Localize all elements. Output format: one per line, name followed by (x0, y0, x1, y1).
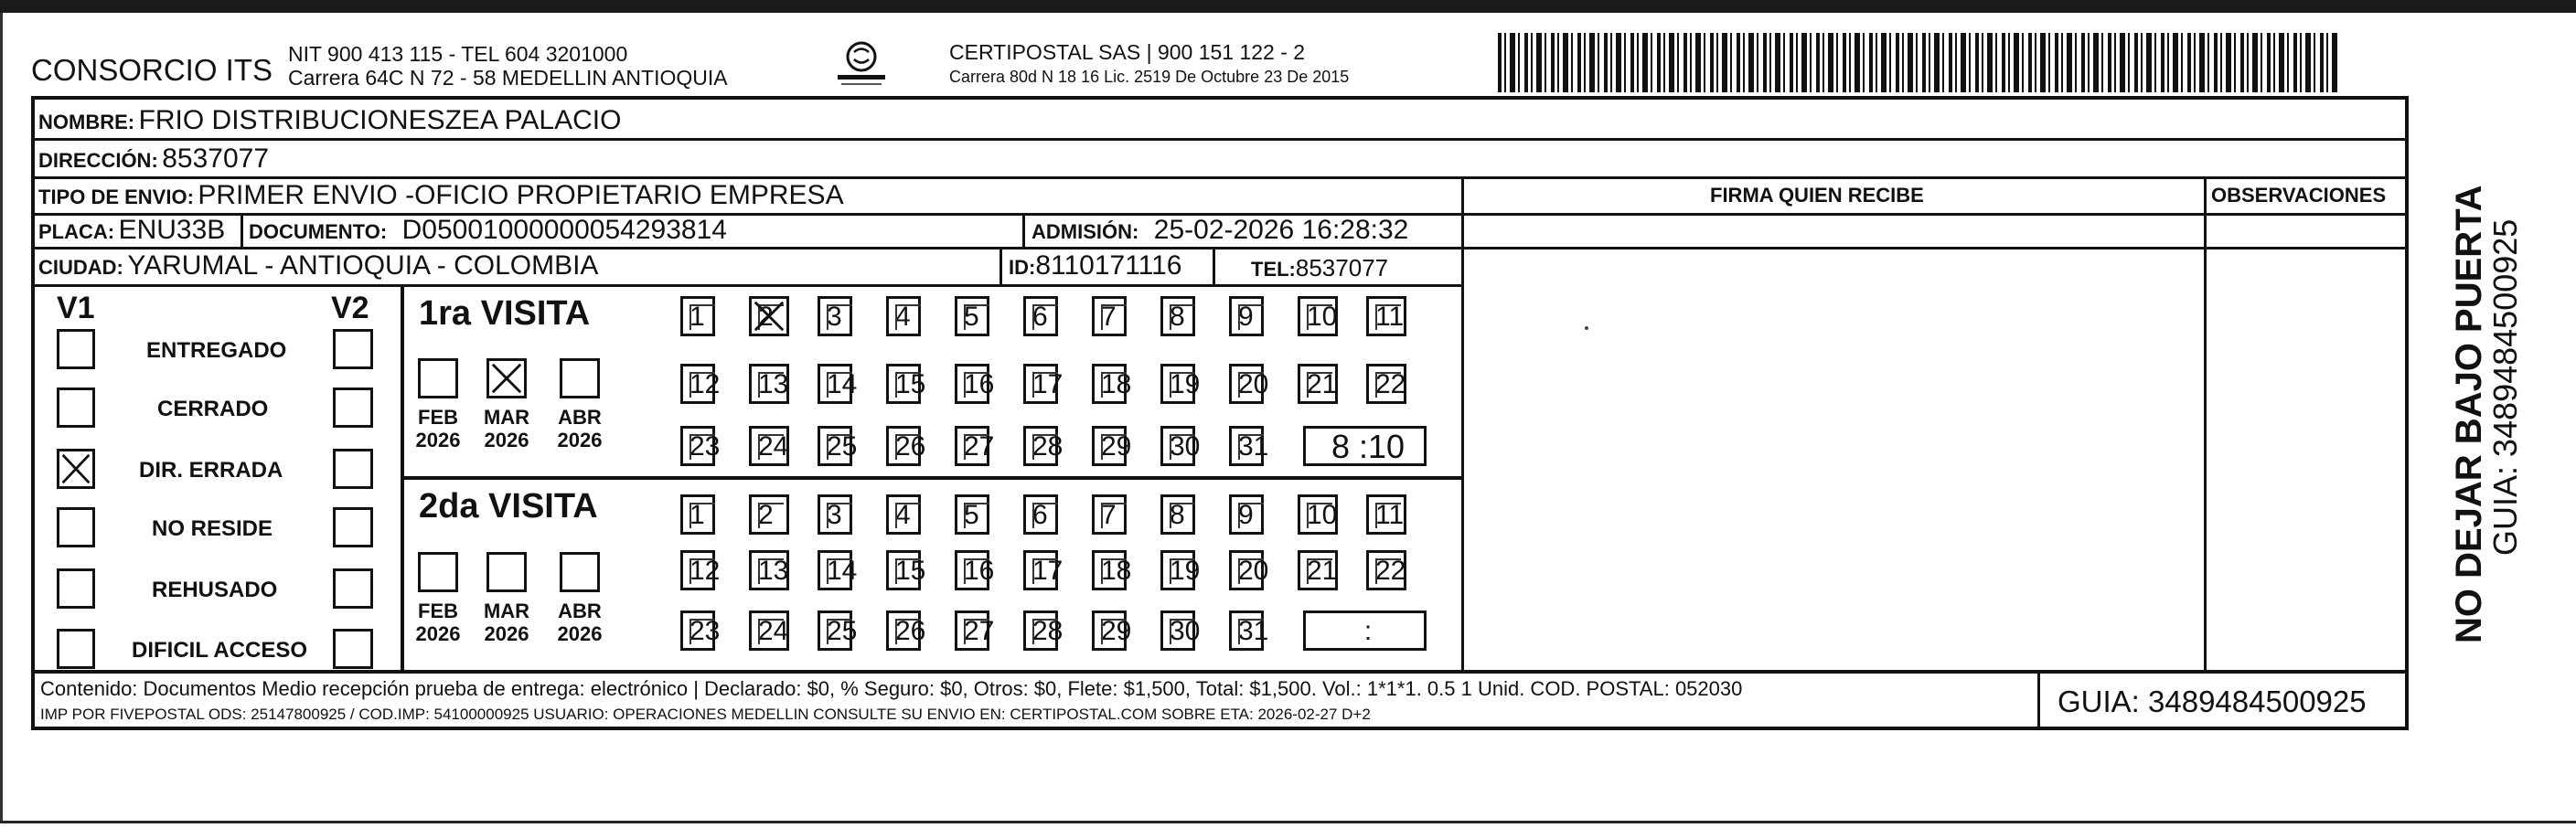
day-box[interactable] (886, 296, 921, 336)
day-number: 19 (1170, 556, 1201, 586)
day-number: 3 (827, 500, 842, 530)
day-number: 31 (1238, 431, 1269, 462)
day-box[interactable] (1366, 550, 1406, 590)
day-box[interactable] (955, 610, 995, 651)
day-number: 13 (758, 369, 789, 399)
company-name: CONSORCIO ITS (31, 53, 273, 87)
id-label: ID: (1009, 256, 1036, 279)
month-checkbox[interactable] (418, 358, 458, 398)
nombre-value: FRIO DISTRIBUCIONESZEA PALACIO (138, 105, 622, 135)
day-box[interactable] (1298, 494, 1338, 535)
day-box[interactable] (680, 494, 715, 535)
month-checkbox[interactable] (486, 358, 527, 398)
day-box[interactable] (955, 494, 989, 535)
firma-header: FIRMA QUIEN RECIBE (1710, 184, 1924, 207)
day-number: 12 (689, 369, 721, 399)
day-box[interactable] (886, 550, 926, 590)
day-box[interactable] (1160, 610, 1201, 651)
id-value: 8110171116 (1035, 250, 1182, 281)
status-option-label: DIFICIL ACCESO (132, 638, 308, 663)
month-label (411, 600, 465, 645)
status-option-label: ENTREGADO (146, 338, 287, 363)
company-address: Carrera 64C N 72 - 58 MEDELLIN ANTIOQUIA (288, 66, 728, 90)
day-number: 9 (1238, 500, 1254, 530)
v1-checkbox[interactable] (57, 507, 95, 547)
v2-checkbox[interactable] (333, 568, 373, 609)
month-year: 2026 (484, 429, 529, 451)
day-box[interactable] (1298, 550, 1338, 590)
day-box[interactable] (1229, 426, 1269, 466)
day-number: 18 (1101, 369, 1132, 399)
day-number: 11 (1375, 302, 1405, 332)
guia-box: GUIA: 3489484500925 (2058, 685, 2367, 718)
day-number: 12 (689, 556, 721, 586)
day-number: 11 (1375, 500, 1405, 530)
no-dejar-warning: NO DEJAR BAJO PUERTA (2449, 185, 2489, 643)
day-number: 15 (895, 556, 926, 586)
v1-label: V1 (57, 291, 95, 325)
day-number: 20 (1238, 369, 1269, 399)
visit-time-value: : (1363, 616, 1373, 646)
day-number: 29 (1101, 616, 1132, 646)
day-number: 25 (827, 431, 858, 462)
day-number: 1 (689, 302, 705, 332)
day-box[interactable] (680, 296, 715, 336)
day-box[interactable] (1229, 610, 1269, 651)
day-number: 27 (964, 431, 995, 462)
v2-label: V2 (331, 291, 369, 325)
day-box[interactable] (1023, 494, 1058, 535)
barcode (1498, 33, 2339, 92)
day-number: 21 (1307, 369, 1338, 399)
day-box[interactable] (1023, 550, 1064, 590)
tipo-label: TIPO DE ENVIO: (38, 186, 194, 208)
day-box[interactable] (1160, 364, 1201, 404)
day-number: 6 (1032, 500, 1048, 530)
month-label (411, 406, 465, 451)
scan-left-edge (0, 13, 3, 821)
month-name: FEB (418, 600, 458, 622)
day-box[interactable] (1366, 494, 1406, 535)
day-number: 24 (758, 431, 789, 462)
placa-label: PLACA: (38, 220, 115, 243)
day-number: 16 (964, 369, 995, 399)
day-box[interactable] (886, 426, 926, 466)
day-number: 10 (1307, 500, 1338, 530)
day-number: 28 (1032, 431, 1064, 462)
day-number: 21 (1307, 556, 1338, 586)
day-box[interactable] (886, 610, 926, 651)
day-number: 22 (1375, 369, 1406, 399)
day-box[interactable] (749, 610, 789, 651)
documento-value: D05001000000054293814 (401, 215, 727, 245)
day-box[interactable] (1160, 550, 1201, 590)
month-label (552, 406, 607, 451)
day-box[interactable] (1023, 426, 1064, 466)
documento-label: DOCUMENTO: (249, 220, 388, 243)
day-box[interactable] (680, 364, 721, 404)
day-number: 24 (758, 616, 789, 646)
v2-checkbox[interactable] (333, 507, 373, 547)
visit-time-box[interactable] (1303, 426, 1427, 466)
day-box[interactable] (818, 550, 858, 590)
company-nit-tel: NIT 900 413 115 - TEL 604 3201000 (288, 42, 628, 66)
day-box[interactable] (1366, 364, 1406, 404)
day-box[interactable] (818, 494, 852, 535)
v1-checkbox[interactable] (57, 387, 95, 428)
day-number: 18 (1101, 556, 1132, 586)
day-box[interactable] (680, 426, 721, 466)
day-box[interactable] (1092, 364, 1132, 404)
status-option-label: NO RESIDE (152, 516, 273, 541)
day-box[interactable] (818, 364, 858, 404)
v1-checkbox[interactable] (57, 329, 95, 369)
month-name: ABR (558, 406, 602, 429)
day-box[interactable] (680, 550, 721, 590)
v2-checkbox[interactable] (333, 387, 373, 428)
v2-checkbox[interactable] (333, 329, 373, 369)
day-number: 30 (1170, 431, 1201, 462)
day-number: 10 (1307, 302, 1338, 332)
month-label (552, 600, 607, 645)
day-number: 29 (1101, 431, 1132, 462)
admision-label: ADMISIÓN: (1031, 220, 1139, 243)
tel-label: TEL: (1251, 258, 1296, 281)
day-box[interactable] (1229, 550, 1269, 590)
month-name: FEB (418, 406, 458, 429)
v1-checkbox[interactable] (57, 568, 95, 609)
month-label (479, 406, 534, 451)
month-checkbox[interactable] (560, 552, 600, 592)
direccion-value: 8537077 (162, 143, 270, 174)
day-number: 27 (964, 616, 995, 646)
status-option-label: CERRADO (157, 397, 269, 421)
status-option-label: DIR. ERRADA (139, 458, 283, 483)
day-box[interactable] (749, 426, 789, 466)
day-box[interactable] (1092, 610, 1132, 651)
day-number: 16 (964, 556, 995, 586)
day-number: 8 (1170, 302, 1185, 332)
month-checkbox[interactable] (486, 552, 527, 592)
day-box[interactable] (1023, 610, 1064, 651)
day-number: 14 (827, 556, 858, 586)
day-number: 23 (689, 616, 721, 646)
month-year: 2026 (557, 622, 603, 645)
day-box[interactable] (1023, 364, 1064, 404)
day-box[interactable] (1092, 550, 1132, 590)
v2-checkbox[interactable] (333, 449, 373, 489)
day-box[interactable] (1160, 296, 1195, 336)
month-checkbox[interactable] (418, 552, 458, 592)
side-guia: GUIA: 3489484500925 (2486, 218, 2524, 556)
day-number: 22 (1375, 556, 1406, 586)
day-box[interactable] (1229, 494, 1264, 535)
day-box[interactable] (818, 296, 852, 336)
visit-time-value: 8 :10 (1331, 428, 1406, 465)
day-number: 31 (1238, 616, 1269, 646)
placa-value: ENU33B (118, 215, 226, 245)
day-number: 20 (1238, 556, 1269, 586)
ciudad-label: CIUDAD: (38, 256, 123, 279)
day-box[interactable] (1298, 364, 1338, 404)
visit-time-box[interactable] (1303, 610, 1427, 651)
contenido-text: Contenido: Documentos Medio recepción prueba de entrega: electrónico | Declarado: $0, % Seguro: $0, Otros: $0, Flete: $1,500, Total: $1,500. Vol.: 1*1*1. 0.5 1 Unid. COD. POSTAL: 052030 (40, 677, 1743, 700)
day-box[interactable] (1160, 426, 1201, 466)
day-box[interactable] (818, 426, 858, 466)
day-number: 14 (827, 369, 858, 399)
day-box[interactable] (1092, 296, 1127, 336)
visit2-title: 2da VISITA (419, 487, 598, 525)
day-number: 23 (689, 431, 721, 462)
day-number: 4 (895, 302, 911, 332)
tel-value: 8537077 (1295, 254, 1389, 281)
day-box[interactable] (749, 296, 789, 336)
day-box[interactable] (1092, 494, 1127, 535)
day-box[interactable] (749, 550, 789, 590)
day-box[interactable] (749, 364, 789, 404)
tipo-value: PRIMER ENVIO -OFICIO PROPIETARIO EMPRESA (198, 180, 844, 210)
ciudad-value: YARUMAL - ANTIOQUIA - COLOMBIA (127, 250, 599, 281)
day-number: 2 (758, 500, 774, 530)
day-number: 7 (1101, 302, 1117, 332)
day-box[interactable] (886, 494, 921, 535)
carrier-name: CERTIPOSTAL SAS | 900 151 122 - 2 (949, 40, 1306, 64)
day-number: 5 (964, 302, 979, 332)
imp-text: IMP POR FIVEPOSTAL ODS: 25147800925 / COD.IMP: 54100000925 USUARIO: OPERACIONES MEDELLIN CONSULTE SU ENVIO EN: CERTIPOSTAL.COM SOBRE ETA: 2026-02-27 D+2 (40, 706, 1371, 723)
day-number: 30 (1170, 616, 1201, 646)
nombre-label: NOMBRE: (38, 111, 135, 133)
month-year: 2026 (415, 622, 461, 645)
day-box[interactable] (955, 550, 995, 590)
day-box[interactable] (886, 364, 926, 404)
day-box[interactable] (1298, 296, 1338, 336)
signature-mark (1585, 326, 1588, 330)
day-number: 6 (1032, 302, 1048, 332)
day-box[interactable] (955, 364, 995, 404)
day-number: 4 (895, 500, 911, 530)
month-name: ABR (558, 600, 602, 622)
day-number: 26 (895, 431, 926, 462)
day-number: 2 (758, 302, 774, 332)
day-number: 17 (1032, 556, 1064, 586)
day-box[interactable] (1229, 296, 1264, 336)
day-box[interactable] (749, 494, 789, 535)
month-year: 2026 (484, 622, 529, 645)
month-label (479, 600, 534, 645)
day-number: 19 (1170, 369, 1201, 399)
day-number: 5 (964, 500, 979, 530)
visit1-title: 1ra VISITA (419, 294, 591, 333)
admision-value: 25-02-2026 16:28:32 (1153, 215, 1409, 245)
month-name: MAR (483, 406, 530, 429)
day-box[interactable] (955, 426, 995, 466)
status-option-label: REHUSADO (152, 578, 278, 602)
day-number: 17 (1032, 369, 1064, 399)
day-number: 15 (895, 369, 926, 399)
month-checkbox[interactable] (560, 358, 600, 398)
day-box[interactable] (1092, 426, 1132, 466)
day-box[interactable] (680, 610, 721, 651)
day-number: 3 (827, 302, 842, 332)
certipostal-logo (834, 37, 889, 91)
month-name: MAR (483, 600, 530, 622)
direccion-label: DIRECCIÓN: (38, 149, 158, 172)
day-number: 9 (1238, 302, 1254, 332)
day-box[interactable] (955, 296, 989, 336)
day-number: 13 (758, 556, 789, 586)
day-box[interactable] (1160, 494, 1195, 535)
month-year: 2026 (415, 429, 461, 451)
day-number: 25 (827, 616, 858, 646)
month-year: 2026 (557, 429, 603, 451)
v1-checkbox[interactable] (57, 449, 95, 489)
v1-checkbox[interactable] (57, 629, 95, 669)
day-number: 1 (689, 500, 705, 530)
scan-top-edge (0, 0, 2576, 13)
day-box[interactable] (1366, 296, 1406, 336)
day-number: 28 (1032, 616, 1064, 646)
observaciones-header: OBSERVACIONES (2211, 184, 2387, 207)
day-number: 26 (895, 616, 926, 646)
scan-bottom-edge (0, 821, 2576, 823)
day-number: 7 (1101, 500, 1117, 530)
day-number: 8 (1170, 500, 1185, 530)
v2-checkbox[interactable] (333, 629, 373, 669)
day-box[interactable] (818, 610, 858, 651)
day-box[interactable] (1023, 296, 1058, 336)
day-box[interactable] (1229, 364, 1269, 404)
carrier-address: Carrera 80d N 18 16 Lic. 2519 De Octubre 23 De 2015 (949, 68, 1350, 86)
